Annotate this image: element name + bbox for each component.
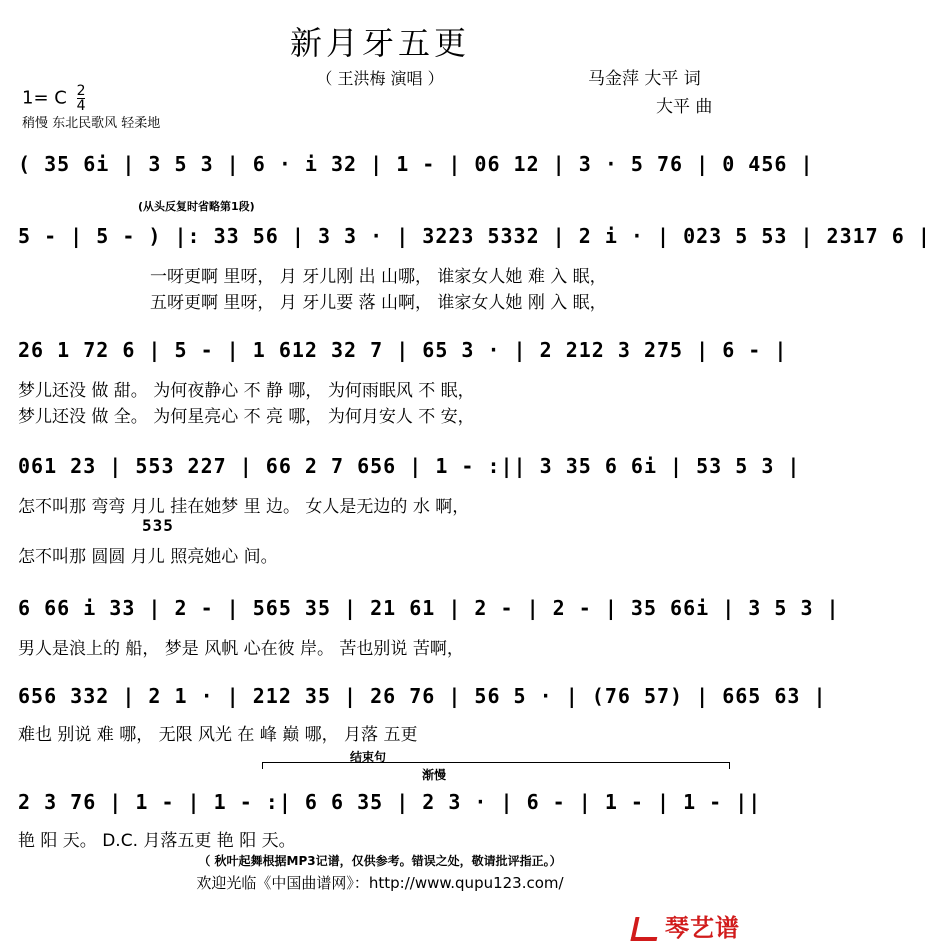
site-logo	[633, 908, 740, 943]
time-signature	[77, 84, 86, 113]
score-row-6: 656 332 | 2 1 · | 212 35 | 26 76 | 56 5 · | (76 57) | 665 63 |	[18, 684, 827, 708]
logo-icon	[630, 917, 661, 941]
tempo-marking: 稍慢 东北民歌风 轻柔地	[22, 116, 161, 131]
key-signature	[22, 84, 85, 113]
composer-credit: 大平 曲	[656, 97, 713, 117]
ending-label: 结束句	[350, 750, 387, 764]
alt-notes: 535	[142, 516, 174, 535]
score-row-4: 061 23 | 553 227 | 66 2 7 656 | 1 - :|| 3 35 6 6i | 53 5 3 |	[18, 454, 801, 478]
lyricist-credit: 马金萍 大平 词	[588, 69, 701, 89]
score-row-5: 6 66 i 33 | 2 - | 565 35 | 21 61 | 2 - | 2 - | 35 66i | 3 5 3 |	[18, 596, 840, 620]
lyric-row-7: 艳 阳 天。 D.C. 月落五更 艳 阳 天。	[18, 831, 296, 851]
score-row-3: 26 1 72 6 | 5 - | 1 612 32 7 | 65 3 · | 2 212 3 275 | 6 - |	[18, 338, 788, 362]
logo-text: 琴艺谱	[665, 914, 740, 942]
lyric-row-6: 难也 别说 难 哪， 无限 风光 在 峰 巅 哪， 月落 五更	[18, 725, 418, 745]
score-row-7: 2 3 76 | 1 - | 1 - :| 6 6 35 | 2 3 · | 6 - | 1 - | 1 - ||	[18, 790, 762, 814]
lyric-row-5: 男人是浪上的 船， 梦是 风帆 心在彼 岸。 苦也别说 苦啊，	[18, 639, 464, 659]
repeat-note: (从头反复时省略第1段)	[138, 200, 255, 213]
song-title: 新月牙五更	[289, 24, 470, 62]
key-label: 1= C	[22, 87, 67, 109]
score-row-1: ( 35 6i | 3 5 3 | 6 · i 32 | 1 - | 06 12 | 3 · 5 76 | 0 456 |	[18, 152, 814, 176]
lyric-row-2a: 一呀更啊 里呀， 月 牙儿刚 出 山哪， 谁家女人她 难 入 眠，	[150, 267, 607, 287]
site-footer[interactable]: 欢迎光临《中国曲谱网》：http://www.qupu123.com/	[196, 874, 564, 892]
lyric-row-4a: 怎不叫那 弯弯 月儿 挂在她梦 里 边。 女人是无边的 水 啊，	[18, 497, 470, 517]
lyric-row-3a: 梦儿还没 做 甜。 为何夜静心 不 静 哪， 为何雨眠风 不 眠，	[18, 381, 475, 401]
time-top: 2	[76, 83, 86, 99]
transcription-note: （ 秋叶起舞根据MP3记谱，仅供参考。错误之处，敬请批评指正。）	[198, 854, 562, 868]
score-row-2: 5 - | 5 - ) |: 33 56 | 3 3 · | 3223 5332 | 2 i · | 023 5 53 | 2317 6 |	[18, 224, 931, 248]
performer-subtitle: （ 王洪梅 演唱 ）	[316, 69, 444, 88]
lyric-row-3b: 梦儿还没 做 全。 为何星亮心 不 亮 哪， 为何月安人 不 安，	[18, 407, 475, 427]
time-bottom: 4	[76, 98, 86, 114]
ending-bracket	[262, 762, 730, 769]
ritardando-label: 渐慢	[422, 768, 447, 782]
lyric-row-4b: 怎不叫那 圆圆 月儿 照亮她心 间。	[18, 547, 278, 567]
lyric-row-2b: 五呀更啊 里呀， 月 牙儿要 落 山啊， 谁家女人她 刚 入 眠，	[150, 293, 607, 313]
